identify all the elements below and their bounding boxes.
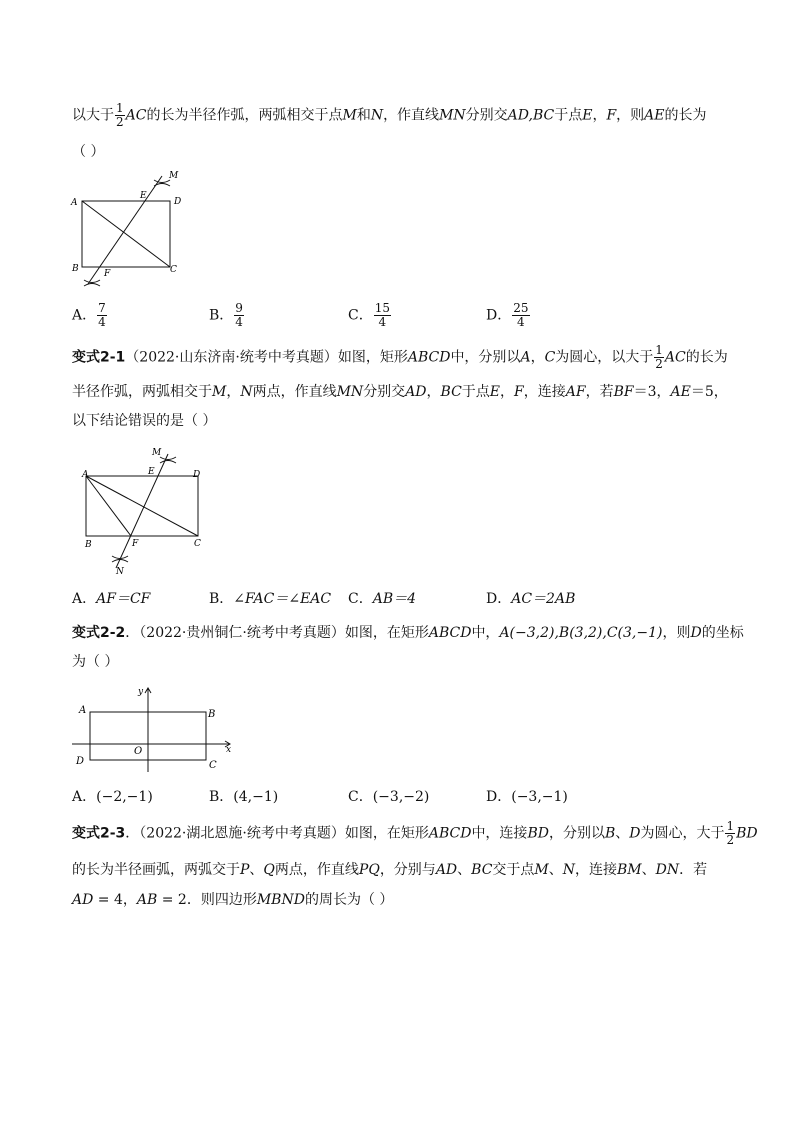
q1-option-b[interactable]: B． $\frac{9}{4}$ [209,301,243,329]
q1-stem-line1: 以大于 $\frac{1}{2}$ AC的长为半径作弧，两弧相交于点M和N，作直线MN分别交AD,BC于点E，F，则AE的长为 [72,101,707,129]
label-d: D [193,470,201,480]
q22-option-a[interactable]: A．(−2,−1) [72,789,153,805]
fraction: $\frac{1}{2}$ [116,101,124,129]
label-b: B [85,540,92,550]
line-mn [116,454,168,568]
q23-title: 变式2-3 [72,825,126,842]
q21-title: 变式2-1 [72,349,126,366]
q21-option-d[interactable]: D．AC＝2AB [486,591,576,607]
q21-option-a[interactable]: A．AF＝CF [72,591,151,607]
arc-mark-bottom [84,280,100,283]
q1-figure [66,168,196,292]
label-a: A [82,470,89,480]
label-x: x [226,745,232,755]
q21-option-c[interactable]: C．AB＝4 [348,591,417,607]
q21-stem-line2: 半径作弧，两弧相交于M，N两点，作直线MN分别交AD，BC于点E，F，连接AF，若BF＝3，AE＝5， [72,384,728,400]
q21-stem-line3: 以下结论错误的是（ ） [72,413,217,429]
label-b: B [72,264,79,274]
q1-option-c[interactable]: C． $\frac{15}{4}$ [348,301,390,329]
q22-option-b[interactable]: B．(4,−1) [209,789,279,805]
label-b: B [208,709,216,720]
q22-stem-line2: 为（ ） [72,654,119,670]
label-c: C [170,265,177,275]
q1-option-a[interactable]: A． $\frac{7}{4}$ [72,301,106,329]
q23-stem-line2: 的长为半径画弧，两弧交于P、Q两点，作直线PQ，分别与AD、BC交于点M、N，连接BM、DN．若 [72,862,708,878]
q22-option-d[interactable]: D．(−3,−1) [486,789,568,805]
label-origin: O [134,746,143,757]
label-d: D [76,756,85,767]
label-d: D [174,197,182,207]
q22-title: 变式2-2 [72,625,126,641]
q1-stem-line2: （ ） [72,144,105,160]
q22-option-c[interactable]: C．(−3,−2) [348,789,430,805]
label-m: M [152,448,162,458]
q21-option-b[interactable]: B．∠FAC＝∠EAC [209,591,332,607]
label-e: E [148,467,155,477]
label-f: F [132,539,139,549]
label-f: F [104,269,111,279]
q21-stem-line1: 变式2-1（2022·山东济南·统考中考真题）如图，矩形ABCD中，分别以A，C为圆心，以大于 $\frac{1}{2}$ AC的长为 [72,343,728,371]
segment-af [86,476,131,536]
label-y: y [138,687,144,697]
q23-stem-line1: 变式2-3．（2022·湖北恩施·统考中考真题）如图，在矩形ABCD中，连接BD，分别以B、D为圆心，大于 $\frac{1}{2}$ BD [72,819,758,847]
label-c: C [209,760,217,771]
label-n: N [116,567,124,576]
label-c: C [194,539,201,549]
label-m: M [169,171,179,181]
q22-stem-line1: 变式2-2．（2022·贵州铜仁·统考中考真题）如图，在矩形ABCD中，A(−3,2),B(3,2),C(3,−1)，则D的坐标 [72,625,744,641]
q22-figure [70,684,240,776]
line-mn [88,176,162,284]
q1-option-d[interactable]: D． $\frac{25}{4}$ [486,301,529,329]
label-e: E [140,191,147,201]
diagonal-ac [86,476,198,536]
label-a: A [71,198,78,208]
q21-figure [76,446,216,576]
arc-mark-top [154,180,170,183]
label-a: A [79,705,87,716]
diagonal-ac [82,201,170,267]
q23-stem-line3: AD = 4，AB = 2．则四边形MBND的周长为（ ） [72,892,394,908]
